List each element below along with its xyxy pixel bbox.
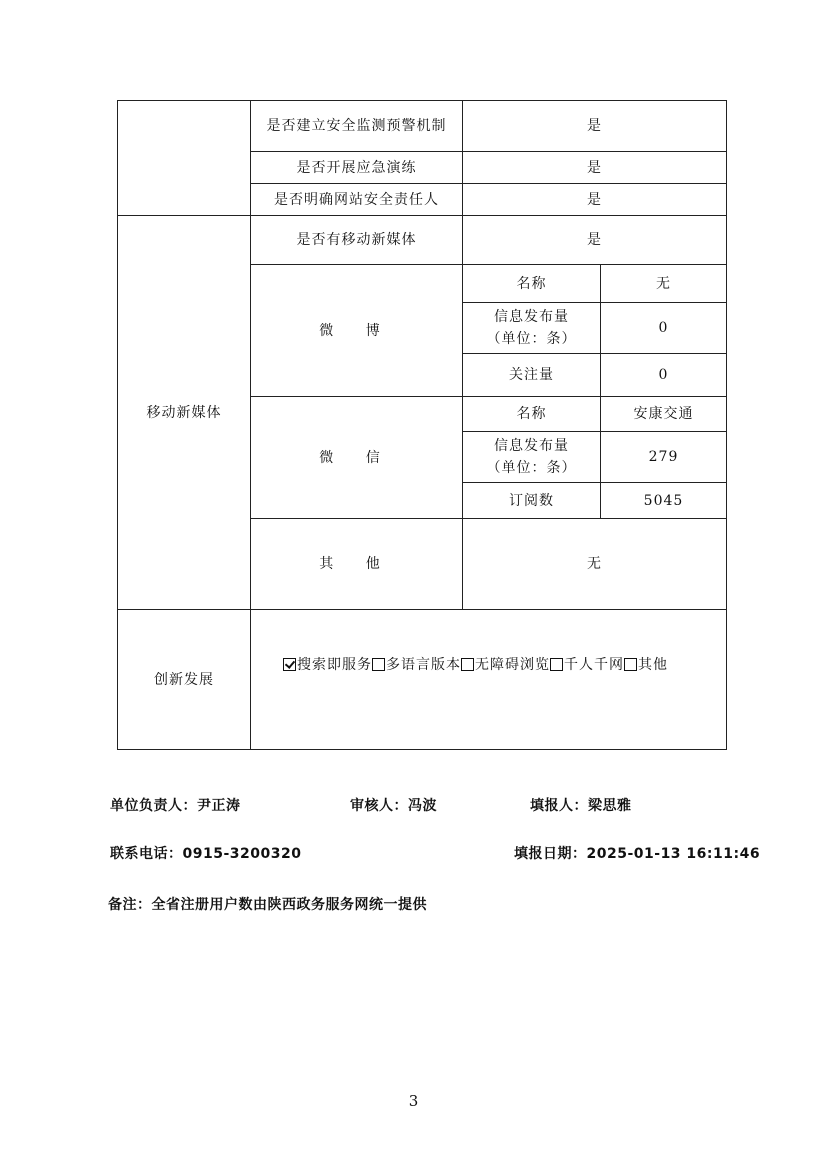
wechat-posts-label (463, 432, 601, 483)
mobile-section-label: 移动新媒体 (118, 216, 251, 610)
option-accessibility[interactable]: 无障碍浏览 (461, 657, 550, 673)
wechat-posts-value: 279 (601, 432, 727, 483)
weibo-followers-label: 关注量 (463, 354, 601, 397)
note: 备注：全省注册用户数由陕西政务服务网统一提供 (108, 897, 427, 913)
weibo-label: 微 博 (251, 265, 463, 397)
option-search-service[interactable]: 搜索即服务 (283, 657, 372, 673)
report-table (117, 100, 727, 750)
reviewer: 审核人：冯波 (350, 798, 437, 814)
option-other[interactable]: 其他 (624, 657, 668, 673)
contact-phone: 联系电话：0915-3200320 (110, 846, 302, 862)
owner-value: 是 (463, 184, 727, 216)
checkbox-icon[interactable] (624, 658, 637, 671)
drill-value: 是 (463, 152, 727, 184)
wechat-subs-value: 5045 (601, 483, 727, 519)
checkbox-icon[interactable] (372, 658, 385, 671)
owner-label: 是否明确网站安全责任人 (251, 184, 463, 216)
has-mobile-value: 是 (463, 216, 727, 265)
warning-value: 是 (463, 101, 727, 152)
other-label: 其 他 (251, 519, 463, 610)
security-section-cell (118, 101, 251, 216)
innovation-label: 创新发展 (118, 610, 251, 750)
wechat-name-label: 名称 (463, 397, 601, 432)
checkbox-icon[interactable] (461, 658, 474, 671)
weibo-posts-label (463, 303, 601, 354)
weibo-posts-label-line1: 信息发布量 (494, 309, 569, 325)
has-mobile-label: 是否有移动新媒体 (251, 216, 463, 265)
weibo-followers-value: 0 (601, 354, 727, 397)
weibo-posts-label-line2: （单位：条） (486, 331, 577, 347)
checkbox-icon[interactable] (550, 658, 563, 671)
page-number: 3 (408, 1092, 419, 1110)
warning-label: 是否建立安全监测预警机制 (251, 101, 463, 152)
other-value: 无 (463, 519, 727, 610)
wechat-subs-label: 订阅数 (463, 483, 601, 519)
fill-date: 填报日期：2025-01-13 16:11:46 (514, 846, 761, 862)
option-multilingual[interactable]: 多语言版本 (372, 657, 461, 673)
weibo-name-label: 名称 (463, 265, 601, 303)
innovation-options (251, 610, 727, 750)
wechat-label: 微 信 (251, 397, 463, 519)
unit-head: 单位负责人：尹正涛 (110, 798, 241, 814)
wechat-posts-label-line2: （单位：条） (486, 460, 577, 476)
weibo-posts-value: 0 (601, 303, 727, 354)
wechat-posts-label-line1: 信息发布量 (494, 438, 569, 454)
checkbox-checked-icon[interactable] (283, 658, 296, 671)
weibo-name-value: 无 (601, 265, 727, 303)
wechat-name-value: 安康交通 (601, 397, 727, 432)
drill-label: 是否开展应急演练 (251, 152, 463, 184)
filler: 填报人：梁思雅 (530, 798, 632, 814)
option-personalized[interactable]: 千人千网 (550, 657, 624, 673)
